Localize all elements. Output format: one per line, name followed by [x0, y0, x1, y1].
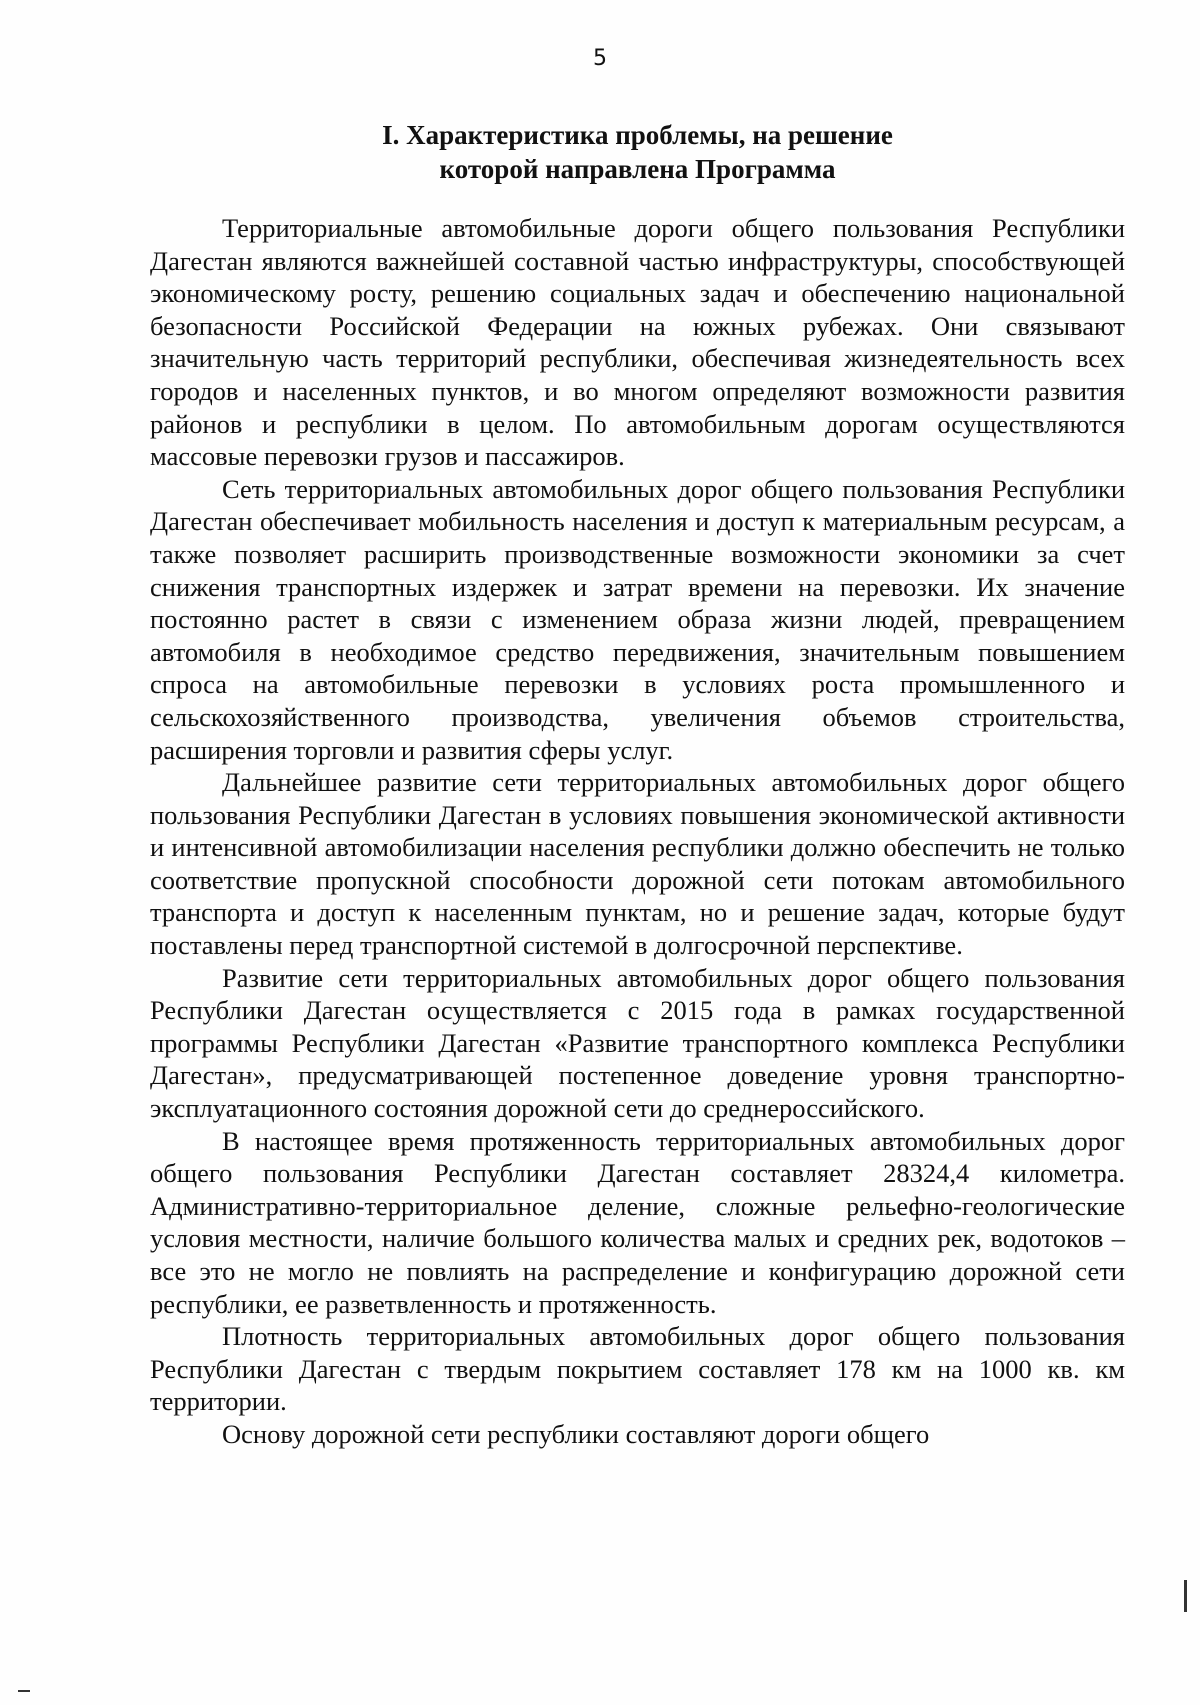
paragraph: Плотность территориальных автомобильных дорог общего пользования Республики Дагестан с твердым покрытием составляет 178 км на 1000 кв. км территории.: [150, 1321, 1125, 1417]
paragraph: Сеть территориальных автомобильных дорог общего пользования Республики Дагестан обеспечивает мобильность населения и доступ к материальным ресурсам, а также позволяет расширить производственные возможности экономики за счет снижения транспортных издержек и затрат времени на перевозки. Их значение постоянно растет в связи с изменением образа жизни людей, превращением автомобиля в необходимое средство передвижения, значительным повышением спроса на автомобильные перевозки в условиях роста промышленного и сельскохозяйственного производства, увеличения объемов строительства, расширения торговли и развития сферы услуг.: [150, 473, 1125, 765]
paragraph: Дальнейшее развитие сети территориальных автомобильных дорог общего пользования Республики Дагестан в условиях повышения экономической активности и интенсивной автомобилизации населения республики должно обеспечить не только соответствие пропускной способности дорожной сети потокам автомобильного транспорта и доступ к населенным пунктам, но и решение задач, которые будут поставлены перед транспортной системой в долгосрочной перспективе.: [150, 767, 1125, 961]
paragraph: В настоящее время протяженность территориальных автомобильных дорог общего пользования Республики Дагестан составляет 28324,4 километра. Административно-территориальное деление, сложные рельефно-геологические условия местности, наличие большого количества малых и средних рек, водотоков – все это не могло не повлиять на распределение и конфигурацию дорожной сети республики, ее разветвленность и протяженность.: [150, 1125, 1125, 1319]
paragraph: Развитие сети территориальных автомобильных дорог общего пользования Республики Дагестан осуществляется с 2015 года в рамках государственной программы Республики Дагестан «Развитие транспортного комплекса Республики Дагестан», предусматривающей постепенное доведение уровня транспортно-эксплуатационного состояния дорожной сети до среднероссийского.: [150, 962, 1125, 1124]
paragraph: Территориальные автомобильные дороги общего пользования Республики Дагестан являются важнейшей составной частью инфраструктуры, способствующей экономическому росту, решению социальных задач и обеспечению национальной безопасности Российской Федерации на южных рубежах. Они связывают значительную часть территорий республики, обеспечивая жизнедеятельность всех городов и населенных пунктов, и во многом определяют возможности развития районов и республики в целом. По автомобильным дорогам осуществляются массовые перевозки грузов и пассажиров.: [150, 213, 1125, 472]
scan-edge-mark: [1184, 1580, 1187, 1612]
document-body: [150, 212, 1125, 1451]
paragraph: Основу дорожной сети республики составляют дороги общего: [222, 1418, 930, 1449]
page-number: 5: [593, 46, 607, 71]
section-heading-line-2: которой направлена Программа: [439, 154, 836, 184]
section-heading: [150, 118, 1125, 186]
scan-corner-mark: [18, 1690, 30, 1692]
section-heading-line-1: I. Характеристика проблемы, на решение: [382, 120, 893, 150]
